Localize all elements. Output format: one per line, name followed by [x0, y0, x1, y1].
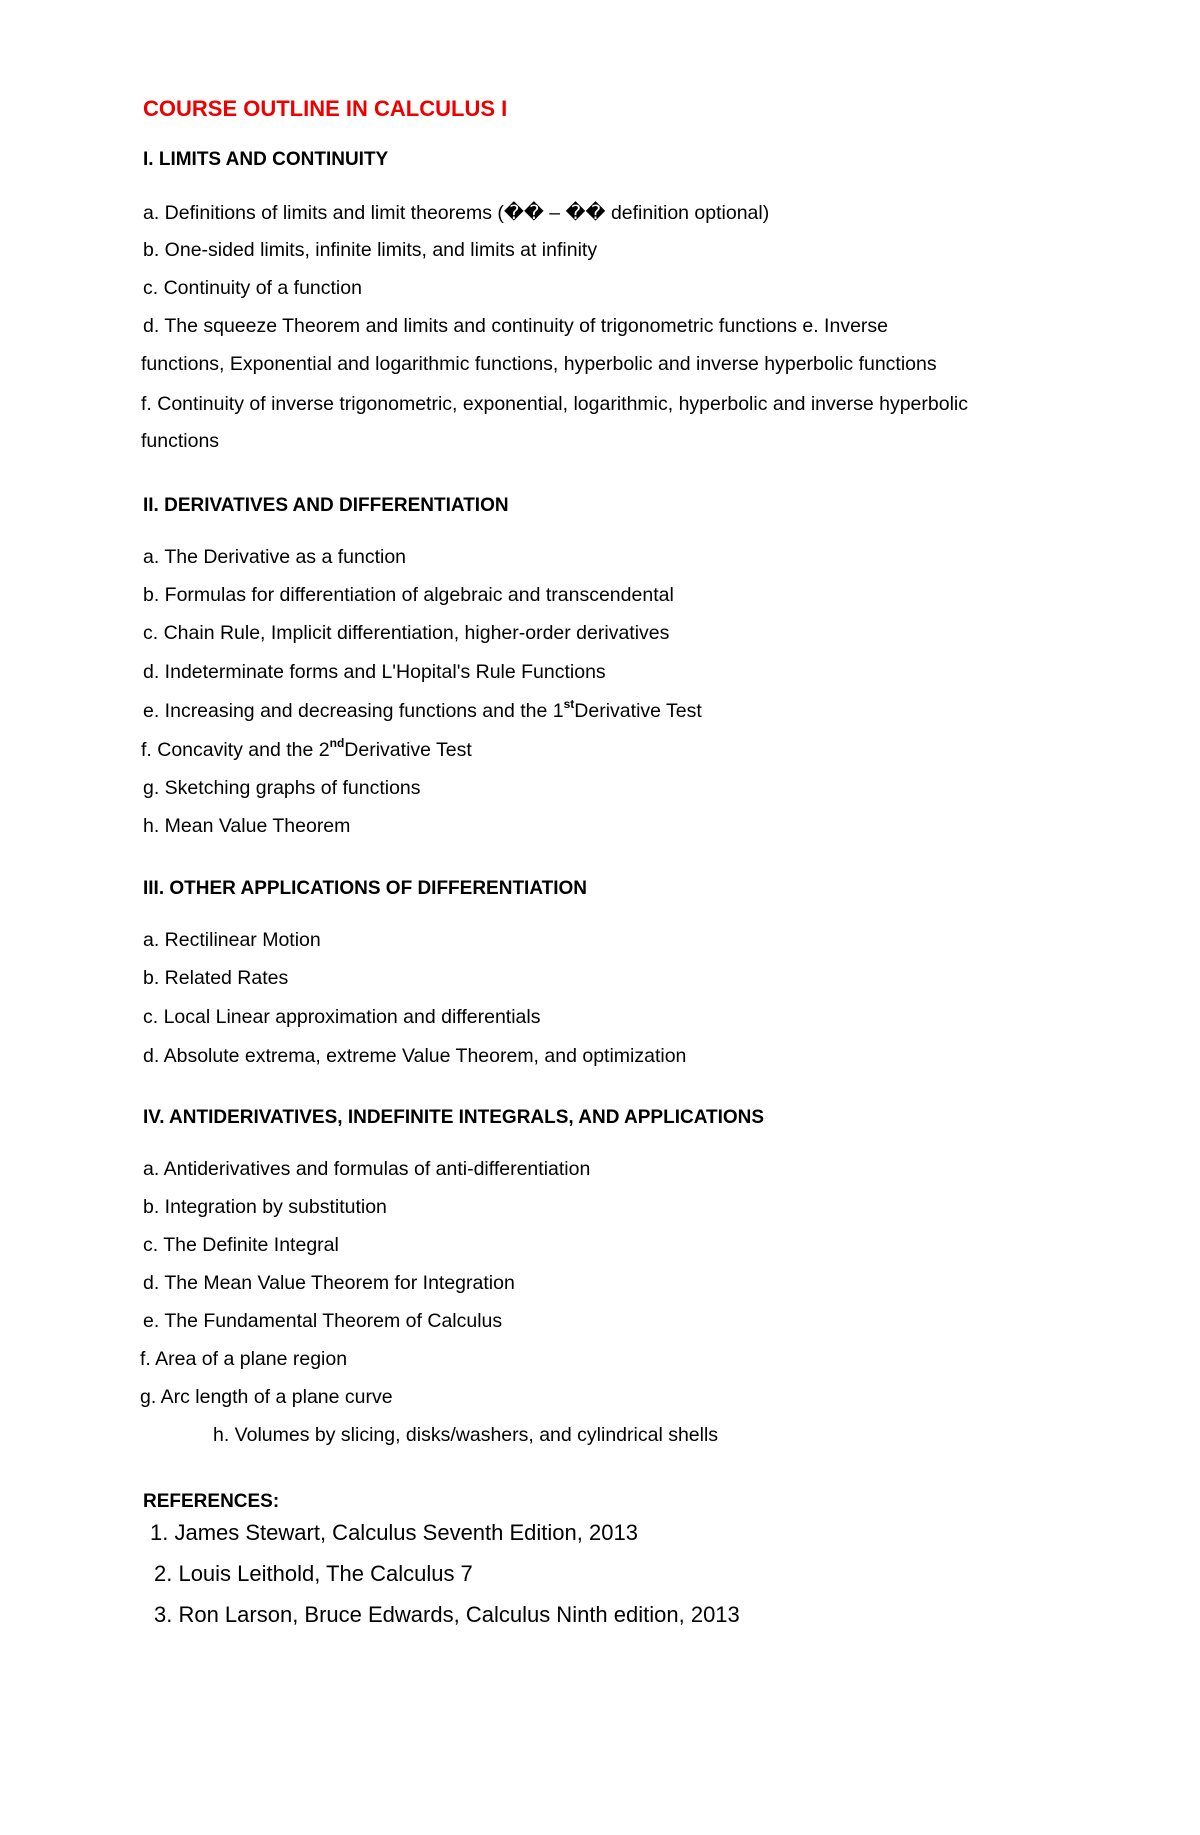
outline-item: functions — [141, 430, 220, 452]
outline-item — [143, 697, 702, 723]
outline-item: d. Absolute extrema, extreme Value Theorem, and optimization — [143, 1045, 687, 1067]
ordinal-superscript: st — [563, 697, 575, 711]
outline-item: h. Volumes by slicing, disks/washers, and cylindrical shells — [213, 1424, 719, 1446]
outline-item: a. Rectilinear Motion — [143, 929, 321, 951]
section-heading: I. LIMITS AND CONTINUITY — [143, 149, 389, 170]
outline-item: b. Integration by substitution — [143, 1196, 387, 1218]
section-heading: III. OTHER APPLICATIONS OF DIFFERENTIATION — [143, 878, 588, 899]
outline-item: c. Continuity of a function — [143, 277, 362, 299]
section-heading: IV. ANTIDERIVATIVES, INDEFINITE INTEGRALS, AND APPLICATIONS — [143, 1107, 765, 1128]
outline-item: b. One-sided limits, infinite limits, and limits at infinity — [143, 239, 598, 261]
outline-item: c. The Definite Integral — [143, 1234, 339, 1256]
reference-item: 1. James Stewart, Calculus Seventh Edition, 2013 — [150, 1520, 638, 1545]
references-heading: REFERENCES: — [143, 1491, 280, 1512]
outline-item: f. Area of a plane region — [140, 1348, 348, 1370]
outline-item — [141, 736, 472, 762]
section-heading: II. DERIVATIVES AND DIFFERENTIATION — [143, 495, 509, 516]
outline-item: b. Related Rates — [143, 967, 289, 989]
outline-item-text: Derivative Test — [344, 739, 472, 761]
outline-item-text: f. Concavity and the 2 — [141, 739, 330, 761]
outline-item: a. The Derivative as a function — [143, 546, 407, 568]
outline-item: c. Local Linear approximation and differentials — [143, 1006, 541, 1028]
outline-item: a. Definitions of limits and limit theorems (�� – �� definition optional) — [143, 202, 770, 224]
reference-item: 2. Louis Leithold, The Calculus 7 — [154, 1561, 473, 1586]
outline-item: h. Mean Value Theorem — [143, 815, 351, 837]
outline-item: a. Antiderivatives and formulas of anti-differentiation — [143, 1158, 591, 1180]
outline-item-text: e. Increasing and decreasing functions and the 1 — [143, 700, 564, 722]
reference-item: 3. Ron Larson, Bruce Edwards, Calculus Ninth edition, 2013 — [154, 1602, 740, 1627]
outline-item: d. The Mean Value Theorem for Integration — [143, 1272, 515, 1294]
outline-item: e. The Fundamental Theorem of Calculus — [143, 1310, 503, 1332]
outline-item: c. Chain Rule, Implicit differentiation, higher-order derivatives — [143, 622, 670, 644]
page-title: COURSE OUTLINE IN CALCULUS I — [143, 96, 508, 121]
outline-item: d. The squeeze Theorem and limits and continuity of trigonometric functions e. Inverse — [143, 315, 889, 337]
outline-item: g. Arc length of a plane curve — [140, 1386, 393, 1408]
outline-item-text: Derivative Test — [574, 700, 702, 722]
ordinal-superscript: nd — [329, 736, 345, 750]
outline-item: b. Formulas for differentiation of algebraic and transcendental — [143, 584, 674, 606]
outline-item: d. Indeterminate forms and L'Hopital's Rule Functions — [143, 661, 606, 683]
outline-item: g. Sketching graphs of functions — [143, 777, 421, 799]
outline-item: f. Continuity of inverse trigonometric, exponential, logarithmic, hyperbolic and inverse hyperbolic — [141, 393, 968, 415]
outline-item: functions, Exponential and logarithmic functions, hyperbolic and inverse hyperbolic functions — [141, 353, 937, 375]
